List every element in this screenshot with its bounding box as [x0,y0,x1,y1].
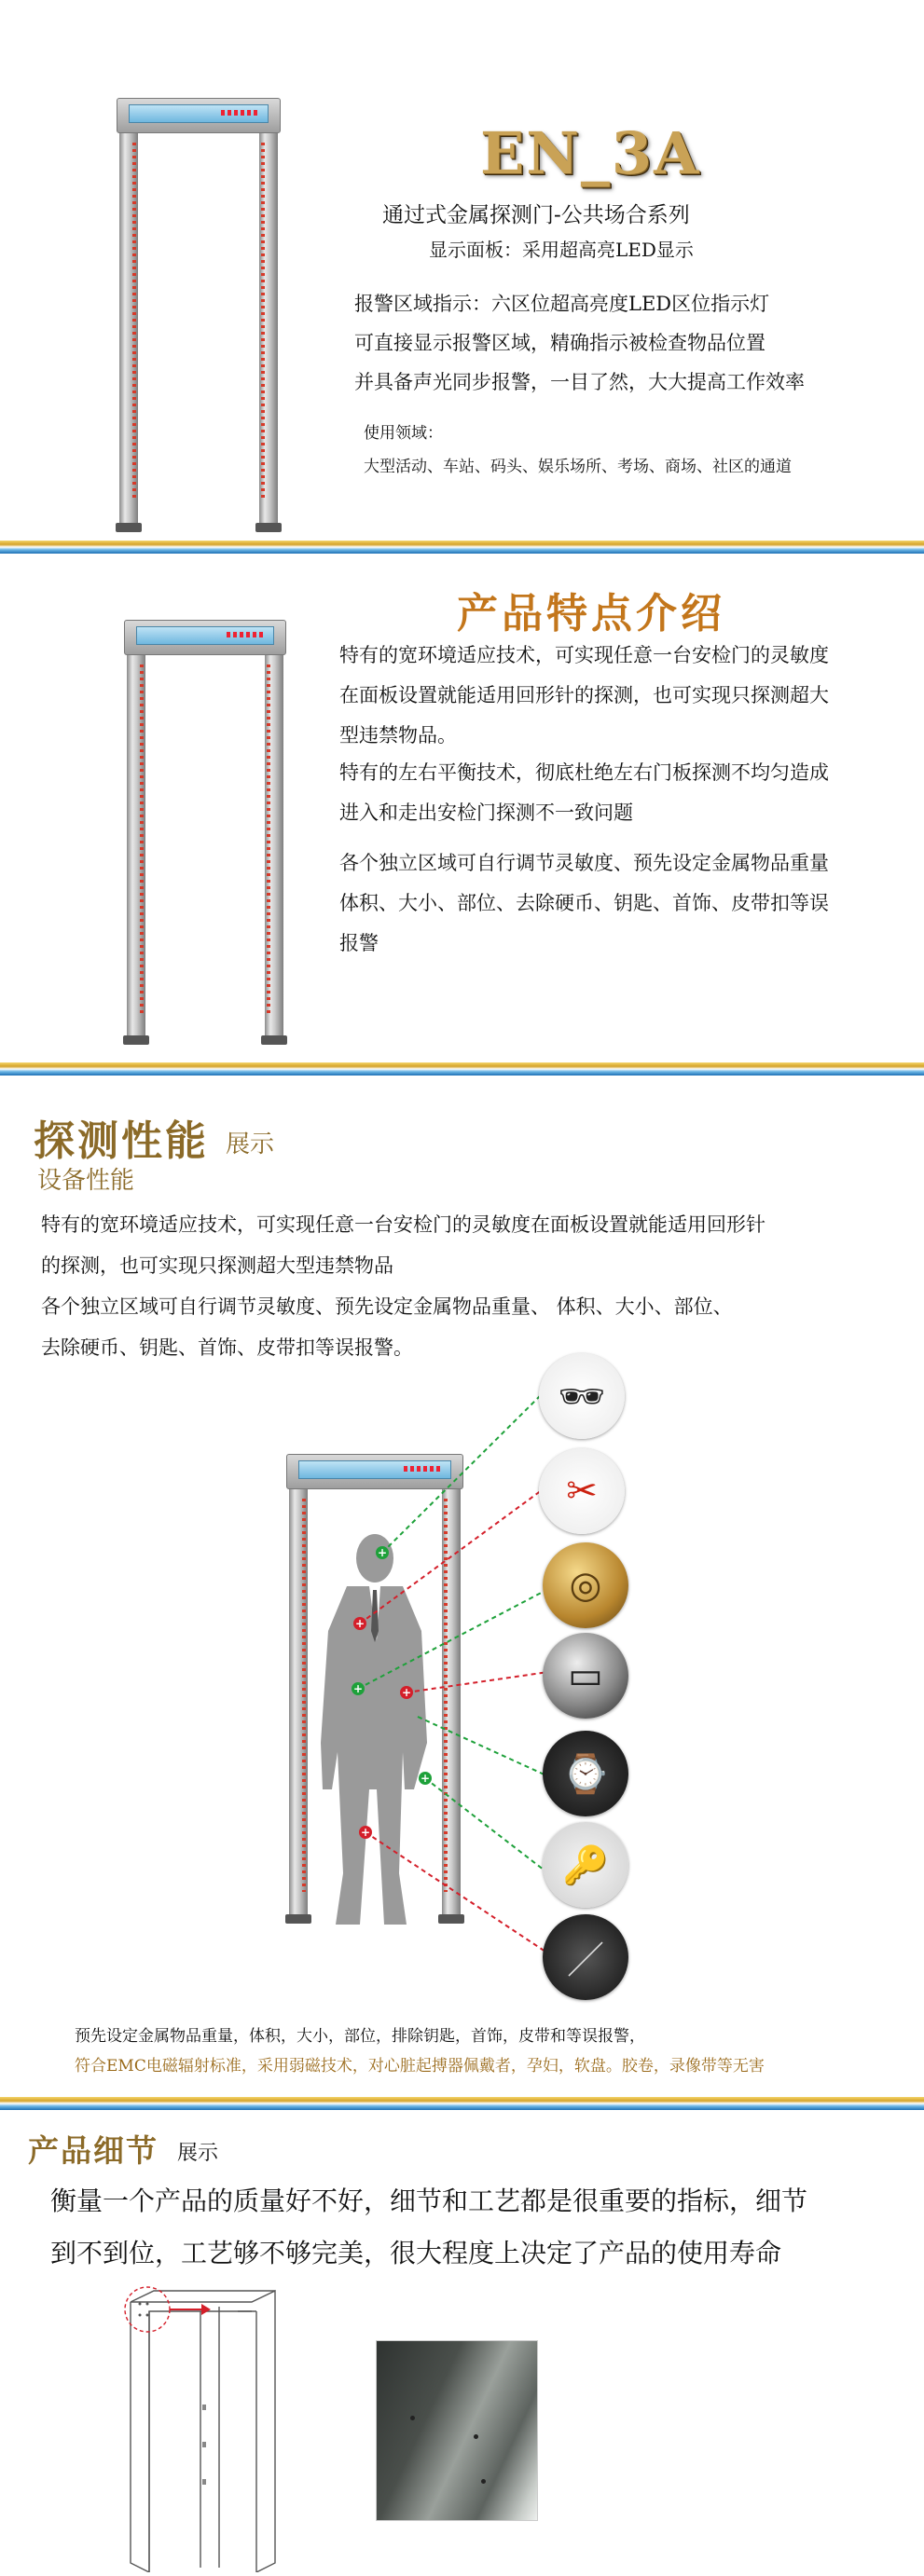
details-line: 到不到位，工艺够不够完美，很大程度上决定了产品的使用寿命 [50,2238,782,2268]
detection-marker-green: + [352,1682,364,1695]
detection-marker-green: + [377,1546,388,1559]
product-subtitle: 通过式金属探测门-公共场合系列 [382,203,690,227]
model-title: EN_3A [480,119,701,187]
alarm-line: 报警区域指示：六区位超高亮度LED区位指示灯 [354,293,770,315]
usage-label: 使用领域： [364,424,443,443]
detection-marker-red: + [401,1686,412,1699]
feature-line: 体积、大小、部位、去除硬币、钥匙、首饰、皮带扣等误 [339,892,829,914]
performance-subtitle: 设备性能 [37,1167,135,1195]
door-top-panel [117,98,281,133]
performance-line: 去除硬币、钥匙、首饰、皮带扣等误报警。 [41,1336,413,1359]
door-right-pillar [265,637,283,1041]
detection-marker-red: + [354,1617,365,1630]
features-title: 产品特点介绍 [457,590,725,637]
person-silhouette [321,1534,427,1925]
alarm-line: 并具备声光同步报警，一目了然，大大提高工作效率 [354,371,805,393]
performance-line: 各个独立区域可自行调节灵敏度、预先设定金属物品重量、 体积、大小、部位、 [41,1295,733,1318]
details-line: 衡量一个产品的质量好不好，细节和工艺都是很重要的指标，细节 [50,2185,808,2216]
emc-note: 符合EMC电磁辐射标准，采用弱磁技术，对心脏起搏器佩戴者，孕妇，软盘。胶卷，录像带等无害 [75,2057,765,2076]
door-left-pillar [127,637,145,1041]
performance-line: 的探测，也可实现只探测超大型违禁物品 [41,1254,393,1277]
metal-detail-photo [377,2341,537,2520]
feature-line: 在面板设置就能适用回形针的探测，也可实现只探测超大 [339,684,829,706]
knife-icon: ✂ [539,1448,625,1534]
alarm-line: 可直接显示报警区域，精确指示被检查物品位置 [354,332,765,354]
performance-title: 探测性能 [34,1117,209,1165]
detection-marker-green: + [420,1772,431,1785]
connector-keys [425,1778,548,1873]
detection-diagram [0,1351,924,2004]
connector-sunglasses [382,1391,545,1553]
feature-line: 各个独立区域可自行调节灵敏度、预先设定金属物品重量 [339,852,829,874]
door-right-pillar [259,115,278,528]
detection-marker-red: + [360,1826,371,1839]
metal-detector-door-image [119,98,278,528]
details-title-suffix: 展示 [177,2142,219,2165]
display-panel-text: 显示面板：采用超高亮LED显示 [429,239,694,261]
performance-line: 特有的宽环境适应技术，可实现任意一台安检门的灵敏度在面板设置就能适用回形针 [41,1213,765,1236]
section-divider [0,2097,924,2110]
door-top-panel [124,620,286,655]
coins-icon: ◎ [543,1542,628,1628]
feature-line: 进入和走出安检门探测不一致问题 [339,802,633,824]
feature-line: 特有的宽环境适应技术，可实现任意一台安检门的灵敏度 [339,644,829,666]
preset-note: 预先设定金属物品重量，体积，大小，部位，排除钥匙，首饰，皮带和等误报警， [75,2027,645,2046]
belt-buckle-icon: ▭ [543,1633,628,1719]
keys-icon: 🔑 [543,1822,628,1908]
usage-text: 大型活动、车站、码头、娱乐场所、考场、商场、社区的通道 [364,458,792,476]
feature-line: 报警 [339,932,379,954]
details-title: 产品细节 [28,2132,159,2169]
door-left-pillar [119,115,138,528]
watch-icon: ⌚ [543,1731,628,1816]
sunglasses-icon: 🕶 [539,1353,625,1439]
metal-detector-door-image [127,620,283,1041]
blade-icon: ／ [543,1914,628,2000]
feature-line: 特有的左右平衡技术，彻底杜绝左右门板探测不均匀造成 [339,761,829,784]
performance-title-suffix: 展示 [226,1130,275,1158]
feature-line: 型违禁物品。 [339,724,457,747]
connector-watch [418,1717,548,1776]
connector-buckle [407,1672,548,1692]
arrow-right-icon [201,2304,211,2315]
section-divider [0,541,924,554]
door-line-drawing [112,2274,298,2572]
section-divider [0,1062,924,1076]
